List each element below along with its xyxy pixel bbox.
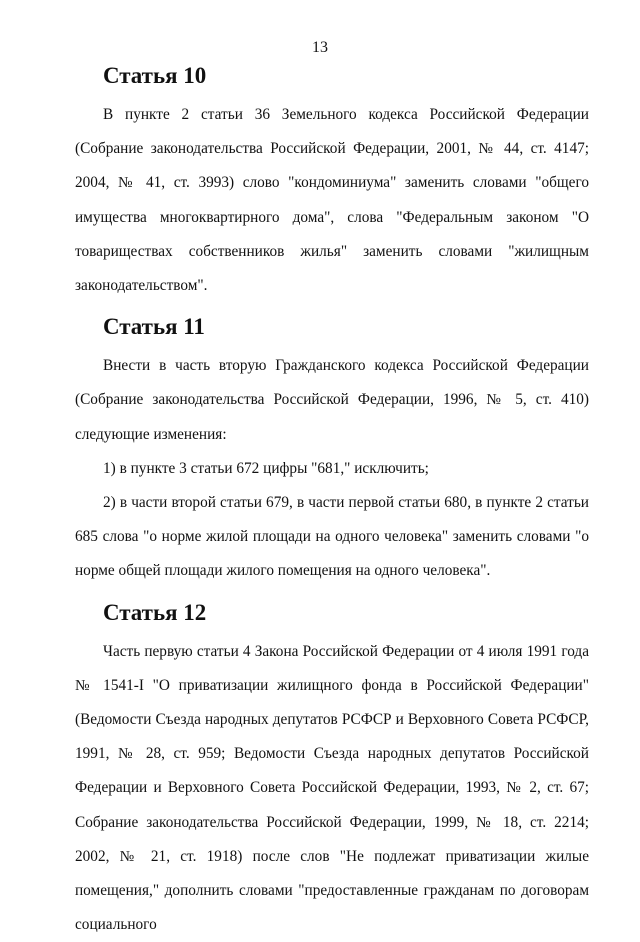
article-10-heading: Статья 10 — [103, 63, 207, 88]
article-10-paragraph-1: В пункте 2 статьи 36 Земельного кодекса Российской Федерации (Собрание законодательства Российской Федерации, 2001, № 44, ст. 4147; 2004, № 41, ст. 3993) слово "кондоминиума" заменить словами "общего имущества многоквартирного дома", слова "Федеральным законом "О товариществах собственников жилья" заменить словами "жилищным законодательством". — [75, 106, 589, 295]
page-number: 13 — [312, 39, 328, 56]
article-12-heading: Статья 12 — [103, 599, 207, 625]
article-11-paragraph-1: Внести в часть вторую Гражданского кодекса Российской Федерации (Собрание законодательства Российской Федерации, 1996, № 5, ст. 410) следующие изменения: — [75, 357, 589, 443]
article-11-paragraph-3: 2) в части второй статьи 679, в части первой статьи 680, в пункте 2 статьи 685 слова "о норме жилой площади на одного человека" заменить словами "о норме общей площади жилого помещения на одного человека". — [75, 494, 589, 580]
article-11-heading: Статья 11 — [103, 314, 205, 340]
article-12-paragraph-1: Часть первую статьи 4 Закона Российской Федерации от 4 июля 1991 года № 1541-I "О приватизации жилищного фонда в Российской Федерации" (Ведомости Съезда народных депутатов РСФСР и Верховного Совета РСФСР, 1991, № 28, ст. 959; Ведомости Съезда народных депутатов Российской Федерации и Верховного Совета Российской Федерации, 1993, № 2, ст. 67; Собрание законодательства Российской Федерации, 1999, № 18, ст. 2214; 2002, № 21, ст. 1918) после слов "Не подлежат приватизации жилые помещения," дополнить словами "предоставленные гражданам по договорам социального — [75, 642, 589, 934]
document-body — [75, 60, 589, 942]
article-11-paragraph-2: 1) в пункте 3 статьи 672 цифры "681," исключить; — [103, 459, 429, 477]
